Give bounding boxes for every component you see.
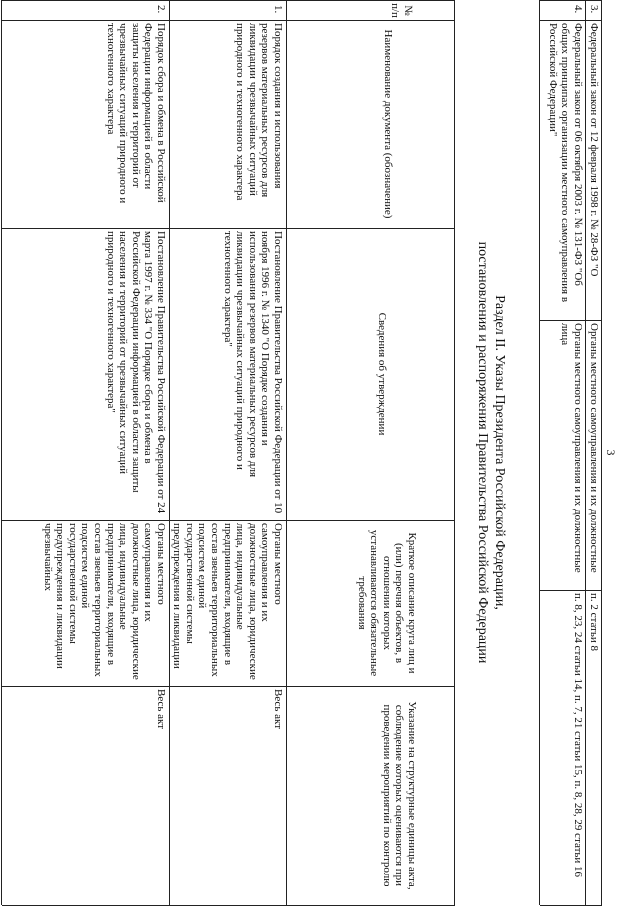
row-number: 3. [588,5,600,14]
approval-details: Постановление Правительства Российской Федерации от 24 марта 1997 г. № 334 "О Порядке сбора и обмена в Российской Федерации информацией в области защиты населения и территорий от чрезвычайных ситуаций природного и техногенного характера" [104,231,167,514]
section-title-line: Раздел II. Указы Президента Российской Федерации, [492,295,507,610]
document-name: Федеральный закон от 06 октября 2003 г. № 131-ФЗ "Об общих принципах организации местного самоуправления в Российской Федерации" [546,23,584,303]
section-title [474,0,508,905]
document-name: Порядок создания и использования резервов материальных ресурсов для ликвидации чрезвычайных ситуаций природного и техногенного характера [234,23,284,201]
approval-details: Постановление Правительства Российской Федерации от 10 ноября 1996 г. № 1340 "О Порядке создания и использования резервов материальных ресурсов для ликвидации чрезвычайных ситуаций природного и техногенного характера" [221,231,284,514]
structural-reference: Весь акт [155,689,167,730]
row-number: 2. [155,5,167,14]
header-reference: Указание на структурные единицы акта, соблюдение которых оцениваются при проведении мероприятий по контролю [380,701,418,890]
header-document-name: Наименование документа (обозначение) [382,29,394,219]
header-number: № п/п [389,3,414,18]
structural-reference: п. 8, 23, 24 статьи 14, п. 7, 21 статьи 15, п. 8, 28, 29 статьи 16 [572,593,584,878]
persons-description: Органы местного самоуправления и их должностные лица, юридические лица, индивидуальные предприниматели, входящие в состав звеньев территориальных подсистем единой государственной системы предупреждения и ликвидации [171,523,284,680]
header-persons: Краткое описание круга лиц и (или) перечня объектов, в отношении которых устанавливаются обязательные требования [355,529,418,677]
persons-description: Органы местного самоуправления и их должностные лица, юридические лица, индивидуальные предприниматели, входящие в состав звеньев территориальных подсистем единой государственной системы предупреждения и ликвидации чрезвычайных [41,523,167,680]
persons-description: Органы местного самоуправления и их должностные лица [559,323,584,573]
row-number: 4. [572,5,584,14]
structural-reference: Весь акт [272,689,284,730]
header-approval: Сведения об утверждении [376,312,388,436]
row-number: 1. [272,5,284,14]
page-number: 3 [604,449,618,456]
section-title-line: постановления и распоряжения Правительства Российской Федерации [475,241,490,664]
document-name: Федеральный закон от 12 февраля 1998 г. № 28-ФЗ "О [588,23,600,277]
persons-description: Органы местного самоуправления и их должностные [588,323,600,573]
document-name: Порядок сбора и обмена в Российской Федерации информацией в области защиты населения и территорий от чрезвычайных ситуаций природного и техногенного характера [104,23,167,204]
structural-reference: п. 2 статьи 8 [588,593,600,652]
